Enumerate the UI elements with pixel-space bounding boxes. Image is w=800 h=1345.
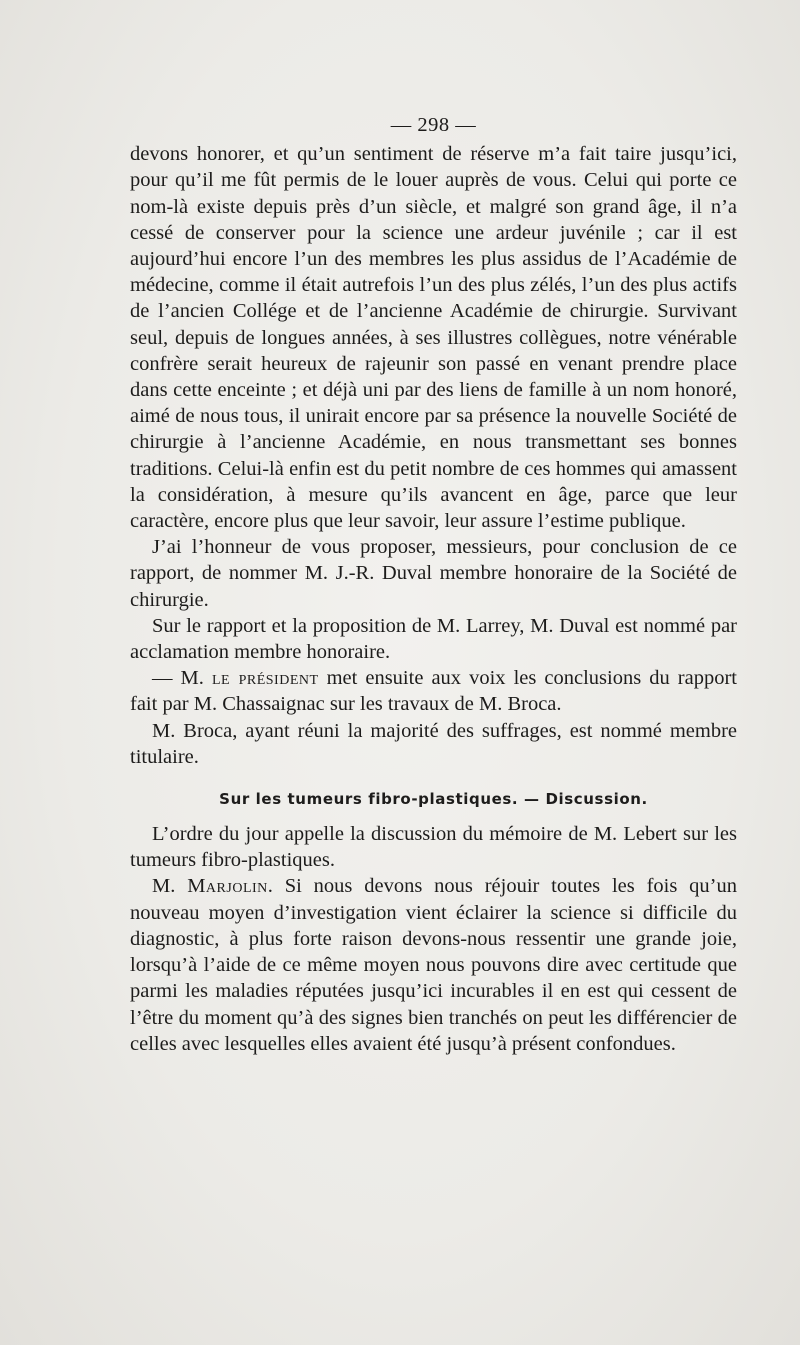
- paragraph-proposal: J’ai l’honneur de vous proposer, messieurs, pour conclusion de ce rapport, de nommer M. J.-R. Duval membre honoraire de la Société de chirurgie.: [130, 536, 737, 611]
- text-block: [130, 112, 737, 1057]
- paragraph-broca: M. Broca, ayant réuni la majorité des suffrages, est nommé membre titulaire.: [130, 719, 737, 768]
- president-text: met ensuite aux voix les conclusions du rapport fait par M. Chassaignac sur les travaux de M. Broca.: [130, 667, 737, 716]
- paragraph-continued: devons honorer, et qu’un sentiment de réserve m’a fait taire jusqu’ici, pour qu’il me fût permis de le louer auprès de vous. Celui qui porte ce nom-là existe depuis près d’un siècle, et malgré son grand âge, il n’a cessé de conserver pour la science une ardeur juvénile ; car il est aujourd’hui encore l’un des membres les plus assidus de l’Académie de médecine, comme il était autrefois l’un des plus zélés, l’un des plus actifs de l’ancien Collége et de l’ancienne Académie de chirurgie. Survivant seul, depuis de longues années, à ses illustres collègues, notre vénérable confrère serait heureux de rajeunir son passé en venant prendre place dans cette enceinte ; et déjà uni par des liens de famille à un nom honoré, aimé de nous tous, il unirait encore par sa présence la nouvelle Société de chirurgie à l’ancienne Académie, en nous transmettant ses bonnes traditions. Celui-là enfin est du petit nombre de ces hommes qui amassent la considération, à mesure qu’ils avancent en âge, parce que leur caractère, encore plus que leur savoir, leur assure l’estime publique.: [130, 143, 737, 533]
- paragraph-order-of-day: L’ordre du jour appelle la discussion du mémoire de M. Lebert sur les tumeurs fibro-plastiques.: [130, 823, 737, 872]
- paragraph-marjolin: [130, 873, 737, 1056]
- section-heading: Sur les tumeurs fibro-plastiques. — Discussion.: [219, 790, 648, 809]
- speaker-president: le président: [211, 667, 319, 690]
- page-number: — 298 —: [390, 114, 477, 136]
- speaker-marjolin: Marjolin: [187, 875, 268, 898]
- marjolin-prefix: M.: [152, 875, 188, 898]
- paragraph-president: [130, 665, 737, 717]
- marjolin-text: . Si nous devons nous réjouir toutes les fois qu’un nouveau moyen d’investigation vient éclairer la science si difficile du diagnostic, à plus forte raison devons-nous ressentir une grande joie, lorsqu’à l’aide de ce même moyen nous pouvons dire avec certitude que parmi les maladies réputées jusqu’ici incurables il en est qui cessent de l’être du moment qu’à des signes bien tranchés on peut les différencier de celles avec lesquelles elles avaient été jusqu’à présent confondues.: [130, 875, 738, 1055]
- paragraph-report-vote: Sur le rapport et la proposition de M. Larrey, M. Duval est nommé par acclamation membre honoraire.: [130, 614, 737, 664]
- president-prefix: — M.: [152, 667, 212, 690]
